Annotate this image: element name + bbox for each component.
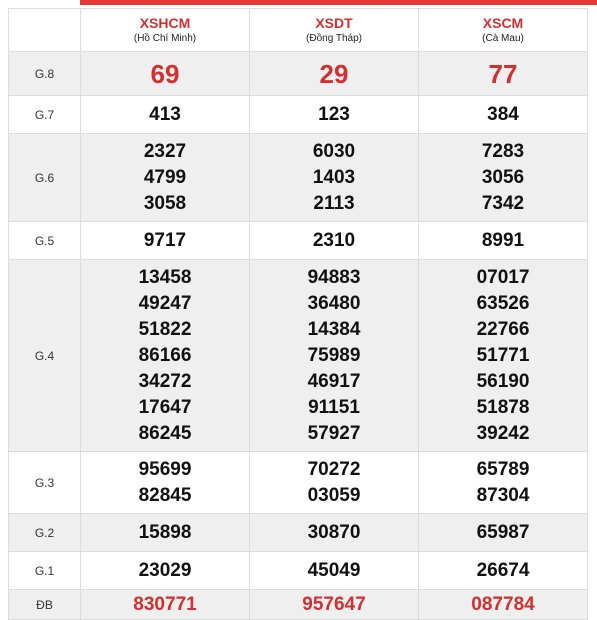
winning-number: 13458 [138, 266, 192, 288]
prize-row [9, 52, 588, 96]
prize-cell [419, 96, 588, 134]
winning-number: 91151 [308, 396, 360, 418]
prize-cell [250, 514, 419, 552]
winning-number: 1403 [312, 166, 356, 188]
winning-number: 65987 [476, 521, 530, 543]
winning-number: 65789 [476, 458, 530, 480]
winning-number: 29 [319, 58, 349, 89]
prize-cell [250, 222, 419, 260]
prize-label: G.5 [9, 222, 81, 260]
province-code[interactable]: XSCM [482, 15, 524, 31]
prize-cell [419, 514, 588, 552]
province-code[interactable]: XSDT [315, 15, 353, 31]
prize-cell [419, 552, 588, 590]
prize-cell [419, 222, 588, 260]
winning-number: 82845 [138, 484, 192, 506]
winning-number: 30870 [307, 521, 361, 543]
prize-cell [81, 260, 250, 452]
prize-cell [81, 96, 250, 134]
prize-label: G.8 [9, 52, 81, 96]
prize-cell [250, 52, 419, 96]
province-header-hcm[interactable] [81, 9, 250, 52]
province-code[interactable]: XSHCM [139, 15, 191, 31]
winning-number: 03059 [307, 484, 361, 506]
winning-number: 63526 [476, 292, 530, 314]
winning-number: 8991 [481, 229, 525, 251]
prize-cell [81, 590, 250, 620]
winning-number: 3056 [481, 166, 525, 188]
accent-stripe [80, 0, 597, 5]
prize-cell [81, 514, 250, 552]
prize-cell [250, 96, 419, 134]
province-name: (Cà Mau) [482, 33, 524, 44]
winning-number: 17647 [138, 396, 192, 418]
winning-number: 75989 [307, 344, 361, 366]
winning-number: 34272 [138, 370, 192, 392]
prize-row [9, 552, 588, 590]
winning-number: 77 [488, 58, 518, 89]
prize-label: G.1 [9, 552, 81, 590]
winning-number: 07017 [476, 266, 530, 288]
corner-cell [9, 9, 81, 52]
prize-cell [250, 260, 419, 452]
winning-number: 70272 [307, 458, 361, 480]
prize-cell [81, 552, 250, 590]
prize-cell [250, 552, 419, 590]
prize-row [9, 590, 588, 620]
winning-number: 14384 [307, 318, 361, 340]
prize-cell [81, 452, 250, 514]
winning-number: 26674 [476, 559, 530, 581]
province-name: (Hồ Chí Minh) [133, 33, 197, 44]
winning-number: 957647 [302, 593, 366, 615]
prize-cell [419, 590, 588, 620]
prize-label: ĐB [9, 590, 81, 620]
winning-number: 23029 [138, 559, 192, 581]
winning-number: 7342 [481, 192, 525, 214]
winning-number: 9717 [143, 229, 187, 251]
prize-cell [419, 452, 588, 514]
prize-label: G.4 [9, 260, 81, 452]
winning-number: 45049 [307, 559, 361, 581]
province-header-row [9, 9, 588, 52]
prize-label: G.3 [9, 452, 81, 514]
winning-number: 6030 [312, 140, 356, 162]
winning-number: 087784 [471, 593, 535, 615]
winning-number: 94883 [307, 266, 361, 288]
winning-number: 3058 [143, 192, 187, 214]
prize-cell [250, 134, 419, 222]
winning-number: 51822 [138, 318, 192, 340]
winning-number: 51878 [476, 396, 530, 418]
winning-number: 2113 [313, 192, 355, 214]
prize-label: G.2 [9, 514, 81, 552]
winning-number: 56190 [476, 370, 530, 392]
winning-number: 39242 [476, 422, 530, 444]
prize-cell [250, 452, 419, 514]
winning-number: 51771 [476, 344, 530, 366]
winning-number: 46917 [307, 370, 361, 392]
prize-cell [81, 134, 250, 222]
winning-number: 95699 [138, 458, 192, 480]
winning-number: 86166 [138, 344, 192, 366]
prize-cell [81, 52, 250, 96]
lottery-results-table [8, 8, 588, 620]
prize-cell [419, 260, 588, 452]
province-header-dt[interactable] [250, 9, 419, 52]
province-header-cm[interactable] [419, 9, 588, 52]
winning-number: 7283 [481, 140, 525, 162]
prize-label: G.7 [9, 96, 81, 134]
winning-number: 57927 [307, 422, 361, 444]
prize-cell [250, 590, 419, 620]
winning-number: 87304 [476, 484, 530, 506]
winning-number: 69 [150, 58, 180, 89]
winning-number: 830771 [133, 593, 197, 615]
prize-row [9, 452, 588, 514]
prize-label: G.6 [9, 134, 81, 222]
winning-number: 22766 [476, 318, 530, 340]
prize-cell [81, 222, 250, 260]
prize-cell [419, 134, 588, 222]
winning-number: 49247 [138, 292, 192, 314]
winning-number: 123 [318, 103, 350, 125]
winning-number: 2327 [143, 140, 187, 162]
prize-row [9, 134, 588, 222]
prize-row [9, 260, 588, 452]
prize-row [9, 514, 588, 552]
winning-number: 2310 [312, 229, 356, 251]
winning-number: 86245 [138, 422, 192, 444]
province-name: (Đồng Tháp) [306, 33, 362, 44]
winning-number: 36480 [307, 292, 361, 314]
winning-number: 15898 [138, 521, 192, 543]
winning-number: 384 [487, 103, 519, 125]
prize-row [9, 96, 588, 134]
winning-number: 4799 [143, 166, 187, 188]
top-accent-bar [0, 0, 597, 6]
winning-number: 413 [149, 103, 181, 125]
prize-row [9, 222, 588, 260]
prize-cell [419, 52, 588, 96]
